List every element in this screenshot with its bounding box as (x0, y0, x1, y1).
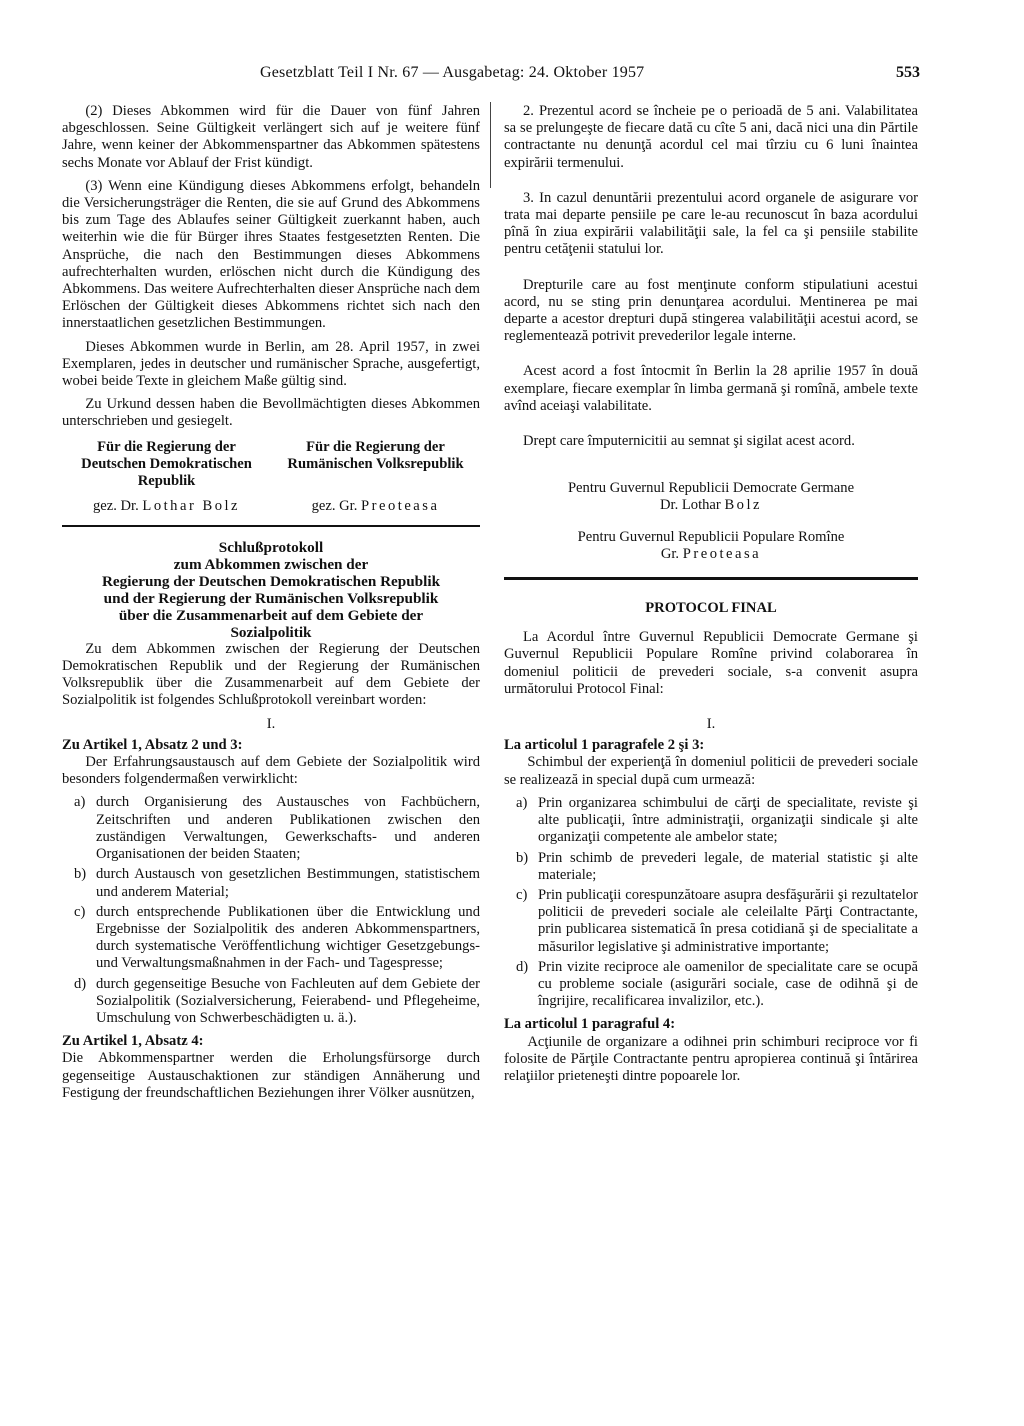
signatory-romania (271, 498, 480, 515)
protocol-title-4: und der Regierung der Rumänischen Volksrepublik (103, 589, 439, 607)
protocol-intro-ro: La Acordul între Guvernul Republicii Democrate Germane şi Guvernul Republicii Populare Romîne privind colaborarea în domeniul politicii de prevederi sociale, s-a convenit asupra următorului Protocol Final: (504, 629, 918, 697)
sig-gdr-line-1: Für die Regierung der (97, 438, 236, 455)
section-roman-1: I. (266, 715, 276, 732)
sig-gdr-line-2: Deutschen Demokratischen (81, 455, 252, 472)
protocol-title-6: Sozialpolitik (230, 623, 312, 641)
list-item-text: Prin vizite reciproce ale oamenilor de specialitate care se ocupă cu probleme sociale (asigurări sociale, case de odihnă şi de îngrijire, recalificarea invalizilor, etc.). (538, 958, 918, 1010)
paragraph-witness-ro: Drept care împuternicitii au semnat şi sigilat acest acord. (522, 433, 855, 450)
paragraph-3: (3) Wenn eine Kündigung dieses Abkommens erfolgt, behandeln die Versicherungsträger die Renten, die sie auf Grund des Abkommens bis zum Tage des Ablaufes seiner Gültigkeit zuerkannt haben, auch weiterhin wie die für Bürger ihres Staates festgesetzten Renten. Die Ansprüche, die nach den Bestimmungen dieses Abkommens aufrechterhalten wurden, erlöschen nicht durch die Kündigung des Abkommens. Das weitere Aufrechterhalten dieser Ansprüche nach dem Erlöschen der Gültigkeit dieses Abkommens richtet sich nach den innerstaatlichen gesetzlichen Bestimmungen. (62, 177, 480, 332)
signatory-ro-name: Preoteasa (361, 497, 440, 514)
paragraph-2-ro: 2. Prezentul acord se încheie pe o perioadă de 5 ani. Valabilitatea sa se prelungeşte de fiecare dată cu cîte 5 ani, dacă nici una din Părtile contractante nu denunţă acordul cel mai tîrziu cu 6 luni înaintea expirării termenului. (504, 103, 918, 171)
signatory-ro-prefix: gez. Gr. (311, 497, 358, 514)
list-item (516, 887, 918, 956)
sig-gdr-ro-line: Pentru Guvernul Republicii Democrate Germane (567, 480, 855, 497)
signatory-gdr-prefix: gez. Dr. (92, 497, 139, 514)
paragraph-done: Dieses Abkommen wurde in Berlin, am 28. April 1957, in zwei Exemplaren, jedes in deutscher und rumänischer Sprache, ausgefertigt, wobei beide Texte in gleichem Maße gültig sind. (62, 338, 480, 390)
list-item (74, 794, 480, 863)
article-1-4-heading: Zu Artikel 1, Absatz 4: (62, 1033, 204, 1050)
section-rule-ro (504, 577, 918, 580)
list-item-label: a) (74, 794, 86, 811)
header-title: Gesetzblatt Teil I Nr. 67 — Ausgabetag: 24. Oktober 1957 (260, 64, 645, 81)
signature-romania (271, 439, 480, 490)
signatory-ro-ro-prefix: Gr. (660, 545, 680, 562)
paragraph-2: (2) Dieses Abkommen wird für die Dauer von fünf Jahren abgeschlossen. Seine Gültigkeit verlängert sich auf je weitere fünf Jahre, wenn keiner der Abkommenspartner das Abkommen spätestens sechs Monate vor Ablauf der Frist kündigt. (62, 103, 480, 171)
list-item-text: durch gegenseitige Besuche von Fachleuten auf dem Gebiete der Sozialpolitik (Sozialversicherung, Feierabend- und Pflegeheime, Umschulung von Schwerbeschädigten u. ä.). (96, 975, 480, 1026)
protocol-final-title: PROTOCOL FINAL (645, 600, 777, 617)
protocol-title-2: zum Abkommen zwischen der (173, 555, 369, 573)
protocol-heading (62, 539, 480, 641)
list-item (74, 866, 480, 900)
protocol-title-5: über die Zusammenarbeit auf dem Gebiete der (118, 606, 424, 624)
romanian-column (504, 103, 918, 1091)
list-item (516, 795, 918, 847)
signatory-gdr-ro-prefix: Dr. Lothar (659, 497, 721, 514)
list-item-text: durch Austausch von gesetzlichen Bestimmungen, statistischem und anderem Material; (96, 866, 480, 900)
page-number: 553 (896, 64, 920, 81)
article-1-4-text-ro: Acţiunile de organizare a odihnei prin schimburi reciproce vor fi folosite de Părţile Contractante pentru apropierea continuă şi întărirea relaţiilor prieteneşti dintre popoarele lor. (504, 1033, 918, 1084)
list-item-label: c) (516, 886, 528, 903)
list-item (74, 904, 480, 973)
list-item-label: c) (74, 903, 86, 920)
article-1-heading: Zu Artikel 1, Absatz 2 und 3: (62, 736, 243, 753)
list-item-text: durch entsprechende Publikationen über die Entwicklung und Ergebnisse der Sozialpolitik des anderen Abkommenspartners, durch systematische Veröffentlichung wichtiger Gesetzgebungs- und Verwaltungsmaßnahmen in der Fach- und Tagespresse; (96, 903, 480, 972)
signatory-gdr (62, 498, 271, 515)
list-item-label: a) (516, 794, 528, 811)
section-rule (62, 525, 480, 527)
sig-gdr-line-3: Republik (137, 472, 196, 489)
signature-romania-ro (504, 529, 918, 563)
article-1-4-heading-ro: La articolul 1 paragraful 4: (504, 1016, 676, 1033)
list-item (516, 850, 918, 884)
paragraph-done-ro: Acest acord a fost întocmit în Berlin la 28 aprilie 1957 în două exemplare, fiecare exemplar în limba germană şi romînă, ambele texte avînd aceiaşi valabilitate. (504, 363, 918, 414)
signatory-gdr-ro (504, 497, 918, 514)
signatory-gdr-name: Lothar Bolz (142, 497, 241, 514)
list-item-label: d) (516, 958, 529, 975)
signature-names (62, 498, 480, 515)
signatory-ro-ro-name: Preoteasa (682, 545, 762, 562)
protocol-title-1: Schlußprotokoll (218, 538, 324, 556)
signature-block (62, 439, 480, 490)
signatory-ro-ro (504, 546, 918, 563)
list-item-label: d) (74, 975, 87, 992)
paragraph-3-ro: 3. In cazul denuntării prezentului acord organele de asigurare vor trata mai departe pensiile pe care le-au recunoscut în baza acordului pînă în ziua expirării valabilităţii sale, la fel ca şi pensiile stabilite pentru cetăţenii statului lor. (504, 189, 918, 258)
list-item-label: b) (516, 849, 529, 866)
list-item-label: b) (74, 866, 87, 883)
sig-ro-line-1: Für die Regierung der (306, 438, 445, 455)
list-item-text: durch Organisierung des Austausches von Fachbüchern, Zeitschriften und anderen Publikationen zwischen den zuständigen Verwaltungen, Gewerkschafts- und anderen Organisationen der beiden Staaten; (96, 794, 480, 863)
column-divider (490, 102, 491, 188)
list-item (516, 959, 918, 1011)
list-item-text: Prin schimb de prevederi legale, de material statistic şi alte materiale; (538, 849, 918, 883)
paragraph-rights-ro: Drepturile care au fost menţinute conform stipulatiuni acestui acord, nu se sting prin denunţarea acordului. Mentinerea pe mai departe a acestor drepturi după stingerea valabilităţii acestui acord, se reglementează potrivit prevederilor legale interne. (504, 276, 918, 345)
paragraph-witness: Zu Urkund dessen haben die Bevollmächtigten dieses Abkommen unterschrieben und gesiegelt. (62, 396, 480, 430)
german-column (62, 103, 480, 1102)
list-item (74, 976, 480, 1028)
list-item-text: Prin publicaţii corespunzătoare asupra desfăşurării şi rezultatelor politicii de prevederi sociale ale celeilalte Părţi Contractante, prin publicarea sistematică în presa cotidiană şi de specialitate a măsurilor legislative şi administrative importante; (538, 886, 918, 955)
list-item-text: Prin organizarea schimbului de cărţi de specialitate, reviste şi alte publicaţii, între administraţii, organizaţii sindicale şi alte organizaţii competente ale ambelor state; (538, 794, 918, 846)
section-roman-1-ro: I. (706, 716, 716, 733)
signature-gdr (62, 439, 271, 490)
article-1-intro: Der Erfahrungsaustausch auf dem Gebiete der Sozialpolitik wird besonders folgendermaßen verwirklicht: (62, 754, 480, 788)
signatory-gdr-ro-name: Bolz (724, 497, 763, 514)
protocol-intro: Zu dem Abkommen zwischen der Regierung der Deutschen Demokratischen Republik und der Regierung der Rumänischen Volksrepublik über die Zusammenarbeit auf dem Gebiete der Sozialpolitik ist folgendes Schlußprotokoll vereinbart worden: (62, 640, 480, 709)
protocol-title-3: Regierung der Deutschen Demokratischen Republik (101, 572, 441, 590)
signature-gdr-ro (504, 480, 918, 514)
sig-ro-line-2: Rumänischen Volksrepublik (287, 455, 464, 472)
article-1-heading-ro: La articolul 1 paragrafele 2 şi 3: (504, 737, 705, 754)
article-1-intro-ro: Schimbul der experienţă în domeniul politicii de prevederi sociale se realizează in special după cum urmează: (504, 754, 918, 788)
sig-ro-ro-line: Pentru Guvernul Republicii Populare Romîne (577, 528, 845, 545)
article-1-4-text: Die Abkommenspartner werden die Erholungsfürsorge durch gegenseitige Austauschaktionen zur ständigen Annäherung und Festigung der freundschaftlichen Beziehungen ihrer Völker ausnützen, (62, 1050, 480, 1101)
